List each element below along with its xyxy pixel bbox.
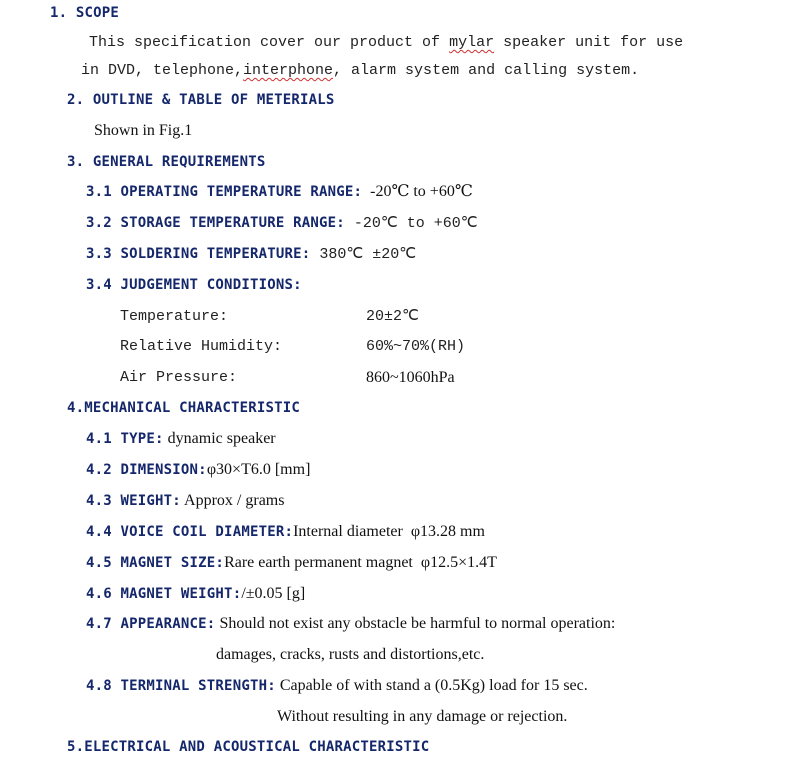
item-3-2-value: -20℃ to +60℃ [344, 215, 478, 232]
item-3-3-label: 3.3 SOLDERING TEMPERATURE: [86, 246, 311, 262]
item-3-3 [86, 244, 416, 265]
item-4-7-label: 4.7 APPEARANCE: [86, 616, 216, 632]
item-3-1 [86, 182, 473, 202]
item-3-4-label: 3.4 JUDGEMENT CONDITIONS: [86, 277, 302, 293]
condition-humidity-value: 60%~70%(RH) [366, 338, 466, 355]
condition-humidity-name: Relative Humidity: [120, 338, 283, 355]
section-1-heading: 1. SCOPE [50, 5, 120, 21]
scope-text-line-2 [81, 61, 639, 81]
item-4-6-value: /±0.05 [g] [241, 585, 306, 602]
item-4-7-value-continued: damages, cracks, rusts and distortions,etc. [216, 646, 485, 663]
item-3-2 [86, 213, 478, 234]
scope-text-part: , alarm system and calling system. [333, 62, 640, 79]
item-4-6-label: 4.6 MAGNET WEIGHT: [86, 586, 242, 602]
item-4-2 [86, 460, 310, 480]
condition-pressure-value: 860~1060hPa [366, 369, 455, 386]
item-4-8-label: 4.8 TERMINAL STRENGTH: [86, 678, 276, 694]
item-4-1-label: 4.1 TYPE: [86, 431, 164, 447]
item-4-1 [86, 429, 276, 449]
item-4-8-value: Capable of with stand a (0.5Kg) load for 15 sec. [275, 677, 588, 694]
item-4-3-label: 4.3 WEIGHT: [86, 493, 181, 509]
condition-temperature-value: 20±2℃ [366, 308, 419, 325]
scope-text-part: in DVD, telephone, [81, 62, 244, 79]
item-4-4-label: 4.4 VOICE COIL DIAMETER: [86, 524, 294, 540]
item-4-3-value: Approx / grams [180, 492, 285, 509]
item-4-6 [86, 584, 305, 604]
item-3-2-label: 3.2 STORAGE TEMPERATURE RANGE: [86, 215, 345, 231]
item-4-5-value: Rare earth permanent magnet φ12.5×1.4T [224, 554, 497, 571]
condition-temperature-name: Temperature: [120, 308, 229, 325]
item-4-7-value: Should not exist any obstacle be harmful to normal operation: [215, 615, 616, 632]
item-4-7 [86, 614, 615, 634]
item-4-2-value: φ30×T6.0 [mm] [206, 461, 311, 478]
scope-text-interphone: interphone [243, 62, 334, 79]
item-4-8 [86, 676, 588, 696]
item-4-5-label: 4.5 MAGNET SIZE: [86, 555, 225, 571]
item-4-5 [86, 553, 497, 573]
item-4-2-label: 4.2 DIMENSION: [86, 462, 207, 478]
scope-text-mylar: mylar [449, 34, 495, 51]
item-4-8-value-continued: Without resulting in any damage or rejection. [277, 708, 568, 725]
condition-pressure-name: Air Pressure: [120, 369, 238, 386]
item-4-3 [86, 491, 284, 511]
item-4-1-value: dynamic speaker [163, 430, 276, 447]
scope-text-part: This specification cover our product of [89, 34, 450, 51]
scope-text-line-1 [89, 33, 683, 53]
section-5-heading: 5.ELECTRICAL AND ACOUSTICAL CHARACTERISTIC [67, 739, 430, 755]
item-3-1-label: 3.1 OPERATING TEMPERATURE RANGE: [86, 184, 363, 200]
item-3-3-value: 380℃ ±20℃ [310, 246, 417, 263]
section-3-heading: 3. GENERAL REQUIREMENTS [67, 154, 266, 170]
outline-text: Shown in Fig.1 [94, 122, 193, 139]
item-4-4-value: Internal diameter φ13.28 mm [293, 523, 485, 540]
section-4-heading: 4.MECHANICAL CHARACTERISTIC [67, 400, 300, 416]
section-2-heading: 2. OUTLINE & TABLE OF METERIALS [67, 92, 335, 108]
item-4-4 [86, 522, 485, 542]
item-3-1-value: -20℃ to +60℃ [362, 183, 473, 200]
scope-text-part: speaker unit for use [494, 34, 684, 51]
